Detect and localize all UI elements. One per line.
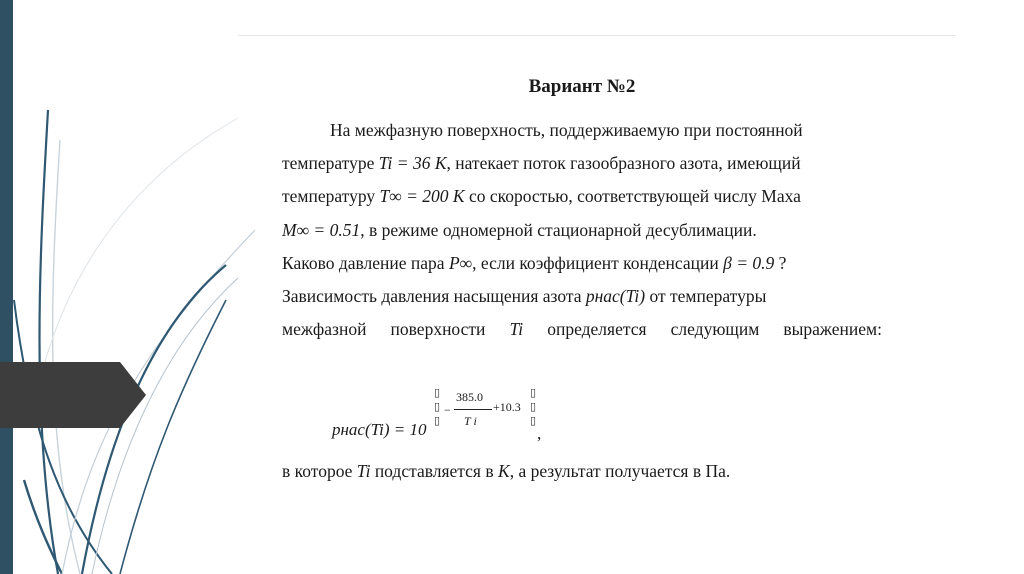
paragraph-line-3: температуру T∞ = 200 K со скоростью, соответствующей числу Маха [282,186,801,207]
paragraph-line-1: На межфазную поверхность, поддерживаемую при постоянной [330,120,803,140]
mach-number: M∞ = 0.51 [282,219,361,240]
formula-minus: − [444,403,451,417]
decorative-swooshes [0,0,260,574]
paragraph-line-4: M∞ = 0.51, в режиме одномерной стационарной десублимации. [282,219,757,240]
bracket-bottom-left-icon: ▯ [434,414,441,427]
formula-denominator: T i [464,414,477,428]
interface-temperature-symbol: Ti [509,319,524,340]
formula-numerator: 385.0 [456,390,483,404]
paragraph-line-5: Каково давление пара P∞, если коэффициент конденсации β = 0.9 ? [282,252,787,273]
formula-constant: +10.3 [493,400,521,414]
formula-lhs: pнас(Ti) = 10 [332,420,427,439]
bracket-mid-right-icon: ▯ [530,400,537,413]
paragraph-line-2: температуре Ti = 36 K, натекает поток газообразного азота, имеющий [282,153,801,174]
interface-temperature: Ti = 36 K [378,153,447,174]
bracket-top-left-icon: ▯ [434,386,441,399]
bracket-top-right-icon: ▯ [530,386,537,399]
arrow-tab-shape [0,362,146,428]
fraction-bar [454,409,492,410]
condensation-coefficient: β = 0.9 [723,252,775,273]
free-stream-temperature: T∞ = 200 K [379,186,465,207]
problem-paragraph [282,114,882,380]
top-divider [238,35,956,36]
vapor-pressure-symbol: P∞ [448,252,473,273]
formula-comma: , [537,424,542,443]
saturation-pressure-symbol: pнас(Ti) [585,286,646,307]
bracket-mid-left-icon: ▯ [434,400,441,413]
final-unit-k: K [498,461,510,481]
variant-heading: Вариант №2 [528,76,636,97]
saturation-pressure-formula [332,386,572,450]
paragraph-line-6: Зависимость давления насыщения азота pнас(Ti) от температуры [282,286,767,307]
paragraph-line-7: межфазной поверхности Ti определяется следующим выражением: [282,319,882,340]
bracket-bottom-right-icon: ▯ [530,414,537,427]
final-var-ti: Ti [356,461,371,481]
final-sentence: в которое Ti подставляется в K, а результат получается в Па. [282,461,731,481]
